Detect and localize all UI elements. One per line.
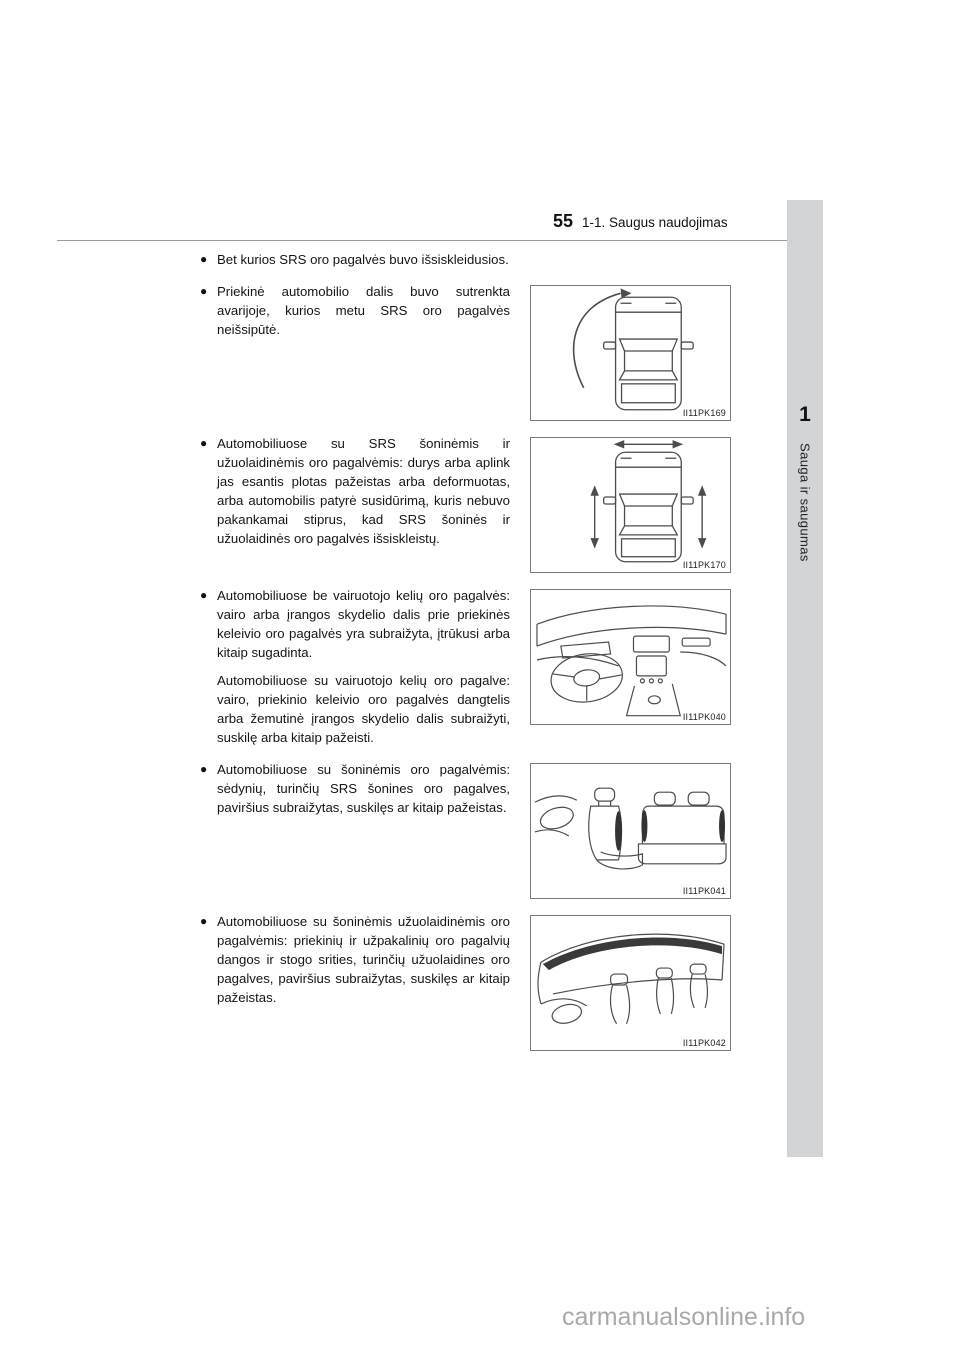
item-text-2: Automobiliuose su vairuotojo kelių oro pagalve: vairo, priekinio keleivio oro pagalvės dangtelis arba žemutinė įrangos skydelio dalis subraižyti, suskilę arba kitaip pažeisti. — [217, 673, 510, 745]
figure-code: II11PK169 — [682, 408, 726, 418]
item-text: Automobiliuose be vairuotojo kelių oro pagalvės: vairo arba įrangos skydelio dalis prie priekinės keleivio oro pagalvės yra subraižyta, įtrūkusi arba kitaip sugadinta. — [217, 588, 510, 660]
figure-box — [530, 915, 731, 1051]
item-text-block — [200, 434, 510, 548]
curtain-airbag-interior-illustration — [531, 916, 730, 1050]
item-text-block — [200, 586, 510, 747]
bullet-icon: ● — [200, 436, 208, 450]
content — [200, 250, 745, 1064]
figure-code: II11PK042 — [682, 1038, 726, 1048]
list-item — [200, 282, 745, 421]
figure-box — [530, 285, 731, 421]
list-item — [200, 434, 745, 573]
item-text: Automobiliuose su SRS šoninėmis ir užuolaidinėmis oro pagalvėmis: durys arba aplink jas esantis plotas pažeistas arba deformuotas, arba automobilis patyrė susidūrimą, kuris nebuvo pakankamai stiprus, kad SRS šoninės ir užuolaidinės oro pagalvės išsiskleistų. — [217, 436, 510, 546]
dashboard-illustration — [531, 590, 730, 724]
section-header: 1-1. Saugus naudojimas — [582, 215, 728, 230]
item-text: Automobiliuose su šoninėmis oro pagalvėmis: sėdynių, turinčių SRS šonines oro pagalves, paviršius subraižytas, suskilęs ar kitaip pažeistas. — [217, 762, 510, 815]
page-number: 55 — [553, 211, 574, 231]
list-item — [200, 760, 745, 899]
header-rule — [57, 240, 822, 241]
figure-box — [530, 589, 731, 725]
pickup-top-view-side-arrows-illustration — [531, 438, 730, 572]
item-text: Bet kurios SRS oro pagalvės buvo išsiskleidusios. — [217, 252, 509, 267]
item-text-block — [200, 282, 510, 339]
chapter-tab — [787, 200, 823, 1157]
chapter-title: Sauga ir saugumas — [797, 443, 813, 562]
bullet-icon: ● — [200, 762, 208, 776]
figure-code: II11PK040 — [682, 712, 726, 722]
bullet-icon: ● — [200, 588, 208, 602]
figure-code: II11PK041 — [682, 886, 726, 896]
watermark: carmanualsonline.info — [562, 1303, 806, 1331]
figure-box — [530, 437, 731, 573]
list-item — [200, 912, 745, 1051]
page-header — [553, 211, 728, 232]
list-item — [200, 250, 745, 269]
figure-box — [530, 763, 731, 899]
item-text-block — [200, 760, 510, 817]
chapter-number: 1 — [799, 403, 811, 426]
list-item — [200, 586, 745, 747]
bullet-icon: ● — [200, 914, 208, 928]
bullet-icon: ● — [200, 284, 208, 298]
item-text-block — [200, 250, 657, 269]
seats-side-airbag-illustration — [531, 764, 730, 898]
pickup-top-view-front-arrow-illustration — [531, 286, 730, 420]
item-text-block — [200, 912, 510, 1007]
bullet-icon: ● — [200, 252, 208, 266]
figure-code: II11PK170 — [682, 560, 726, 570]
item-text: Priekinė automobilio dalis buvo sutrenkta avarijoje, kurios metu SRS oro pagalvės neišsipūtė. — [217, 284, 510, 337]
item-text: Automobiliuose su šoninėmis užuolaidinėmis oro pagalvėmis: priekinių ir užpakalinių oro pagalvių dangos ir stogo srities, turinčių užuolaidines oro pagalves, paviršius subraižytas, suskilęs ar kitaip pažeistas. — [217, 914, 510, 1005]
